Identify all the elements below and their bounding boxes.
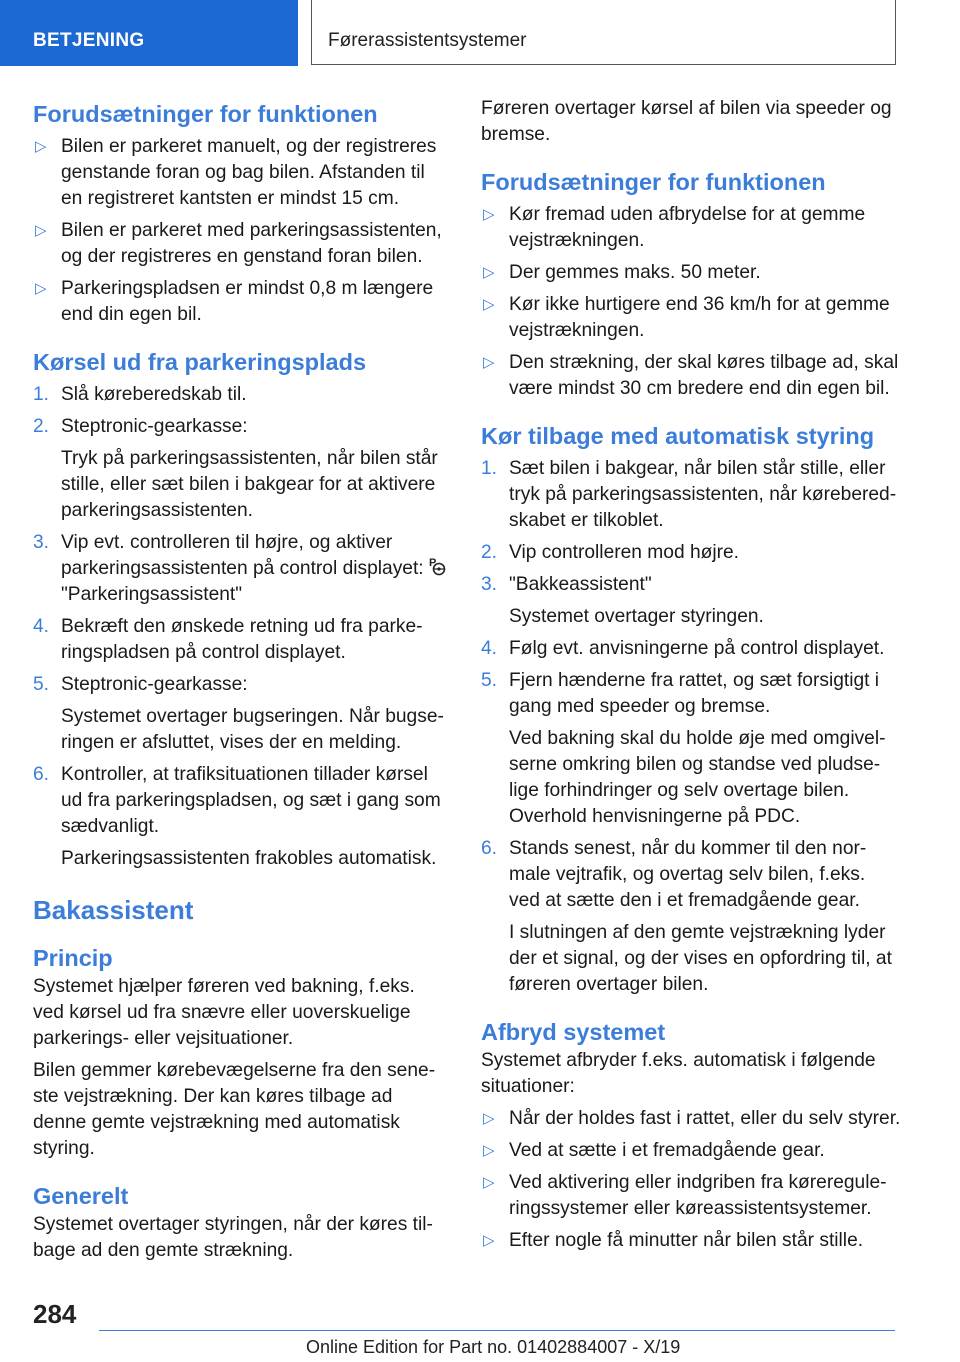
list-item: ▷ Der gemmes maks. 50 meter. (481, 260, 901, 286)
footer-edition: Online Edition for Part no. 01402884007 - X/19 (306, 1337, 681, 1357)
heading-koer-tilbage: Kør tilbage med automatisk styring (481, 423, 875, 449)
list-item: ▷ Når der holdes fast i rattet, eller du selv styrer. (481, 1106, 901, 1132)
triangle-bullet-icon: ▷ (483, 1110, 495, 1127)
numbered-list (33, 382, 451, 872)
heading-forudsaetninger: Forudsætninger for funktionen (33, 101, 378, 127)
svg-text:P: P (428, 557, 436, 569)
triangle-bullet-icon: ▷ (483, 1232, 495, 1249)
list-item: ▷ Bilen er parkeret manuelt, og der registreres genstande foran og bag bilen. Afstanden til en registreret kantsten er mindst 15 cm. (35, 136, 437, 209)
list-item: ▷ Ved at sætte i et fremadgående gear. (481, 1138, 901, 1164)
step-item: 1. Sæt bilen i bakgear, når bilen står stille, eller tryk på parkeringsassistenten, når køreberedskabet er tilkoblet. (481, 458, 897, 531)
section-tab (0, 0, 298, 66)
step-item: 4. Bekræft den ønskede retning ud fra parkeringspladsen på control displayet. (33, 616, 423, 663)
list-item: ▷ Efter nogle få minutter når bilen står stille. (481, 1228, 901, 1254)
footer-divider (99, 1330, 895, 1331)
right-column (481, 96, 901, 1254)
bullet-list (33, 134, 451, 328)
heading-princip: Princip (33, 945, 113, 971)
heading-forudsaetninger-2: Forudsætninger for funktionen (481, 169, 826, 195)
step-item: 2. Vip controlleren mod højre. (481, 542, 740, 563)
heading-generelt: Generelt (33, 1183, 129, 1209)
list-item: ▷ Den strækning, der skal køres tilbage ad, skal være mindst 30 cm bredere end din egen bil. (483, 352, 899, 399)
step-item: 6. Stands senest, når du kommer til den normale vejtrafik, og overtag selv bilen, f.eks. ved at sætte den i et fremadgående gear. I slutningen af den gemte vejstrækning lyder der et signal, og der vises en opfordring til, at føreren overtager bilen. (481, 838, 892, 995)
step-item: 5. Steptronic-gearkasse: Systemet overtager bugseringen. Når bugseringen er afsluttet, vises der en melding. (33, 674, 444, 753)
step-item: 3. Vip evt. controlleren til højre, og aktiver parkeringsassistenten på control displayet: P "Parkeringsassistent" (33, 530, 451, 608)
numbered-list (481, 456, 901, 998)
list-item: ▷ Bilen er parkeret med parkeringsassistenten, og der registreres en genstand foran bilen. (35, 220, 442, 267)
left-column (33, 96, 451, 1264)
list-item: ▷ Kør fremad uden afbrydelse for at gemme vejstrækningen. (483, 204, 866, 251)
paragraph: Bilen gemmer kørebevægelserne fra den seneste vejstrækning. Der kan køres tilbage ad denne gemte vejstrækning med automatisk styring. (33, 1060, 436, 1159)
heading-koersel-ud: Kørsel ud fra parkeringsplads (33, 349, 367, 375)
bullet-list (481, 1106, 901, 1254)
triangle-bullet-icon: ▷ (483, 1174, 495, 1191)
step-item: 6. Kontroller, at trafiksituationen tillader kørsel ud fra parkeringspladsen, og sæt i gang som sædvanligt. Parkeringsassistenten frakobles automatisk. (33, 764, 441, 869)
page-number: 284 (33, 1299, 77, 1329)
triangle-bullet-icon: ▷ (35, 280, 47, 297)
triangle-bullet-icon: ▷ (483, 296, 495, 313)
triangle-bullet-icon: ▷ (483, 264, 495, 281)
paragraph: Føreren overtager kørsel af bilen via speeder og bremse. (481, 98, 892, 145)
step-item: 1. Slå køreberedskab til. (33, 384, 247, 405)
list-item: ▷ Kør ikke hurtigere end 36 km/h for at gemme vejstrækningen. (483, 294, 890, 341)
step-item: 2. Steptronic-gearkasse: Tryk på parkeringsassistenten, når bilen står stille, eller sæt bilen i bakgear for at aktivere parkeringsassistenten. (33, 416, 438, 521)
paragraph: Systemet hjælper føreren ved bakning, f.eks. ved kørsel ud fra snævre eller uoverskuelige parkerings- eller vejsituationer. (33, 976, 415, 1049)
triangle-bullet-icon: ▷ (35, 138, 47, 155)
triangle-bullet-icon: ▷ (35, 222, 47, 239)
section-label: BETJENING (33, 30, 145, 51)
list-item: ▷ Ved aktivering eller indgriben fra kørereguleringssystemer eller køreassistentsystemer. (483, 1172, 887, 1219)
step-item: 4. Følg evt. anvisningerne på control displayet. (481, 638, 885, 659)
triangle-bullet-icon: ▷ (483, 206, 495, 223)
step-item: 5. Fjern hænderne fra rattet, og sæt forsigtigt i gang med speeder og bremse. Ved bakning skal du holde øje med omgivelserne omkring bilen og standse ved pludselige forhindringer og selv overtage bilen. Overhold henvisningerne på PDC. (481, 670, 886, 827)
paragraph: Systemet overtager styringen, når der køres tilbage ad den gemte strækning. (33, 1214, 433, 1261)
bullet-list (481, 202, 901, 402)
chapter-tab (311, 0, 896, 65)
heading-bakassistent: Bakassistent (33, 895, 194, 925)
chapter-label: Førerassistentsystemer (328, 30, 527, 51)
heading-afbryd: Afbryd systemet (481, 1019, 666, 1045)
page-header (0, 0, 960, 66)
triangle-bullet-icon: ▷ (483, 354, 495, 371)
triangle-bullet-icon: ▷ (483, 1142, 495, 1159)
list-item: ▷ Parkeringspladsen er mindst 0,8 m længere end din egen bil. (35, 278, 434, 325)
paragraph: Systemet afbryder f.eks. automatisk i følgende situationer: (481, 1050, 876, 1097)
step-item: 3. "Bakkeassistent" Systemet overtager styringen. (481, 574, 764, 627)
parking-assistant-icon (428, 556, 446, 576)
